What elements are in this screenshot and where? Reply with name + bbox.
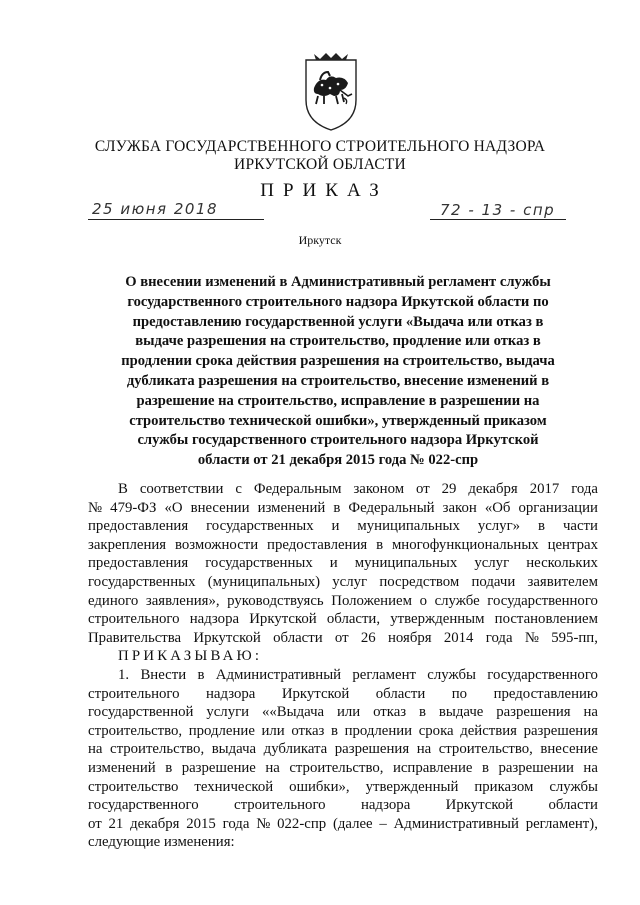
word: Федеральным: [253, 481, 342, 497]
word: разрешении: [498, 759, 574, 776]
body-line: [88, 499, 598, 518]
word: от: [88, 815, 102, 832]
word: с: [235, 481, 242, 497]
word: муниципальных: [354, 555, 458, 572]
word: 2014: [443, 629, 474, 646]
word: года: [571, 481, 598, 497]
body-line: [88, 517, 598, 536]
word: предоставления: [267, 536, 368, 553]
word: ошибки»,: [289, 778, 350, 795]
word: Внести: [140, 666, 187, 683]
word: на: [583, 704, 598, 721]
word: технической: [194, 778, 274, 795]
order-keyword: ПРИКАЗЫВАЮ:: [118, 648, 263, 665]
word: соответствии: [139, 481, 224, 497]
word: организации: [518, 499, 598, 516]
word: «Об: [484, 499, 511, 516]
body-line: [88, 778, 598, 797]
word: приказом: [474, 778, 534, 795]
word: срока: [418, 722, 454, 739]
word: декабря: [468, 481, 518, 497]
date-underline: [88, 219, 264, 220]
title-line: О внесении изменений в Административный регламент службы: [125, 274, 551, 290]
word: в: [481, 759, 489, 776]
body-line: [88, 759, 598, 778]
word: службе: [434, 592, 480, 609]
title-line: области от 21 декабря 2015 года № 022-спр: [197, 452, 479, 469]
word: услуг: [332, 573, 368, 590]
word: государственных: [88, 573, 196, 590]
word: государственного: [487, 666, 598, 683]
word: года: [222, 815, 250, 832]
word: государственных: [206, 518, 314, 535]
word: области,: [326, 611, 381, 628]
word: предоставлению: [493, 685, 598, 702]
word: продлении: [344, 722, 413, 739]
word: предоставления: [88, 555, 189, 572]
word: 2017: [529, 481, 560, 497]
word: многофункциональных: [391, 536, 539, 553]
title-line: продлении срока действия разрешения на строительство, выдача: [121, 353, 555, 370]
body-line: [88, 554, 598, 573]
word: строительного: [88, 685, 180, 702]
word: выдача: [211, 741, 257, 758]
word: и: [329, 555, 338, 572]
body-line: [88, 722, 598, 741]
word: 2015: [186, 815, 216, 832]
word: в: [333, 499, 341, 516]
word: Административный: [215, 666, 342, 683]
word: на: [416, 741, 432, 758]
number-underline: [430, 219, 566, 220]
word: службы: [549, 778, 598, 795]
body-line: [88, 740, 598, 759]
word: изменений: [257, 499, 326, 516]
word: №: [524, 629, 539, 646]
body-line: [88, 573, 598, 592]
word: на: [265, 759, 280, 776]
document-type: ПРИКАЗ: [260, 180, 388, 201]
word: (далее: [332, 815, 373, 832]
word: разрешения: [334, 741, 410, 758]
word: внесении: [190, 499, 250, 516]
word: муниципальных: [357, 518, 460, 535]
word: изменений: [88, 759, 156, 776]
body-line: [88, 480, 598, 499]
word: услуги: [206, 704, 250, 721]
org-line-2: ИРКУТСКОЙ ОБЛАСТИ: [234, 156, 406, 173]
word: продление: [188, 722, 255, 739]
body-line: [88, 666, 598, 685]
word: выдаче: [438, 704, 484, 721]
word: или: [261, 722, 285, 739]
word: единого: [88, 592, 139, 609]
word: Федеральный: [348, 499, 435, 516]
word: строительного: [88, 611, 180, 628]
word: области: [375, 685, 426, 702]
word: 26: [360, 629, 376, 646]
word: разрешения: [496, 704, 571, 721]
word: заявления»,: [145, 592, 220, 609]
word: предоставления: [88, 518, 189, 535]
word: утвержденным: [390, 611, 485, 628]
word: декабря: [130, 815, 180, 832]
word: службы: [427, 666, 476, 683]
word: надзора: [189, 611, 240, 628]
body-line: следующие изменения:: [88, 834, 235, 851]
word: закрепления: [88, 536, 167, 553]
word: от: [416, 481, 430, 497]
title-line: разрешение на строительство, исправление в разрешении на: [136, 392, 540, 409]
word: 479-ФЗ: [110, 499, 157, 516]
word: надзора: [206, 685, 256, 702]
document-title: [108, 273, 568, 471]
word: утвержденный: [365, 778, 459, 795]
body-line: [88, 685, 598, 704]
word: –: [379, 815, 387, 832]
word: в: [538, 518, 545, 535]
word: закон: [442, 499, 477, 516]
word: Положением: [331, 592, 412, 609]
word: отказ: [373, 704, 407, 721]
title-line: предоставлению государственной услуги «Выдача или отказ в: [132, 313, 544, 330]
word: в: [376, 536, 384, 553]
word: по: [451, 685, 468, 702]
word: посредством: [379, 573, 460, 590]
word: (муниципальных): [207, 573, 321, 590]
title-line: службы государственного строительного надзора Иркутской: [137, 432, 539, 449]
word: В: [118, 481, 128, 497]
word: на: [583, 759, 598, 776]
word: разрешения: [523, 722, 598, 739]
word: государственных: [205, 555, 313, 572]
word: дубликата: [263, 741, 328, 758]
body-line: [88, 703, 598, 722]
body-line: [88, 536, 598, 555]
word: внесение: [540, 741, 598, 758]
body-line: [88, 629, 598, 648]
word: части: [562, 518, 598, 535]
word: заявителем: [527, 573, 598, 590]
organization-name: [0, 138, 640, 174]
word: строительство,: [110, 741, 205, 758]
word: возможности: [174, 536, 259, 553]
word: 022-спр: [277, 815, 327, 832]
city: Иркутск: [298, 233, 342, 247]
word: государственной: [88, 704, 194, 721]
title-line: выдаче разрешения на строительство, продление или отказ в: [135, 333, 541, 350]
word: Правительства: [88, 629, 182, 646]
word: разрешение: [181, 759, 256, 776]
org-line-1: СЛУЖБА ГОСУДАРСТВЕННОГО СТРОИТЕЛЬНОГО НАДЗОРА: [94, 138, 546, 155]
word: отказ: [291, 722, 325, 739]
word: центрах: [547, 536, 598, 553]
word: строительство,: [289, 759, 384, 776]
word: ноября: [387, 629, 432, 646]
word: от: [334, 629, 349, 646]
word: 1.: [118, 666, 130, 683]
word: Иркутской: [249, 611, 317, 628]
word: 21: [108, 815, 124, 832]
title-line: строительство технической ошибки», утвержденный приказом: [129, 412, 547, 429]
title-line: государственного строительного надзора Иркутской области по: [127, 293, 549, 310]
word: услуг»: [477, 518, 521, 535]
word: постановлением: [494, 611, 598, 628]
word: 595-пп,: [551, 629, 598, 646]
word: исправление: [392, 759, 473, 776]
word: Иркутской: [445, 797, 514, 814]
handwritten-date: 25 июня 2018: [92, 200, 219, 218]
body-line: [88, 815, 598, 834]
word: ««Выдача: [261, 704, 325, 721]
body-line: [88, 796, 598, 815]
word: о: [419, 592, 427, 609]
word: или: [336, 704, 361, 721]
irkutsk-coat-of-arms-icon: [300, 50, 362, 132]
word: Иркутской: [193, 629, 261, 646]
body-line: [88, 592, 598, 611]
word: действия: [460, 722, 517, 739]
word: строительство,: [438, 741, 533, 758]
word: на: [88, 741, 103, 758]
body-line: [88, 610, 598, 629]
word: Административный: [393, 815, 519, 832]
word: 29: [441, 481, 457, 497]
word: в: [330, 722, 338, 739]
word: в: [197, 666, 205, 683]
word: законом: [353, 481, 405, 497]
word: «О: [164, 499, 183, 516]
word: услуг: [474, 555, 510, 572]
word: государственного: [88, 797, 199, 814]
word: нескольких: [526, 555, 598, 572]
word: строительство,: [88, 722, 183, 739]
word: области: [273, 629, 323, 646]
document-body: [88, 480, 598, 852]
word: регламент: [352, 666, 416, 683]
word: подачи: [471, 573, 516, 590]
word: строительство: [88, 778, 179, 795]
word: надзора: [360, 797, 411, 814]
word: государственного: [487, 592, 598, 609]
word: области: [548, 797, 598, 814]
handwritten-number: 72 - 13 - спр: [440, 201, 556, 219]
word: в: [419, 704, 427, 721]
word: регламент),: [525, 815, 598, 832]
word: и: [331, 518, 340, 535]
title-line: дубликата разрешения на строительство, внесение изменений в: [126, 372, 550, 389]
word: строительного: [234, 797, 326, 814]
word: Иркутской: [281, 685, 350, 702]
word: в: [165, 759, 173, 776]
word: №: [256, 815, 271, 832]
word: года: [485, 629, 513, 646]
word: руководствуясь: [227, 592, 324, 609]
word: №: [88, 499, 103, 516]
